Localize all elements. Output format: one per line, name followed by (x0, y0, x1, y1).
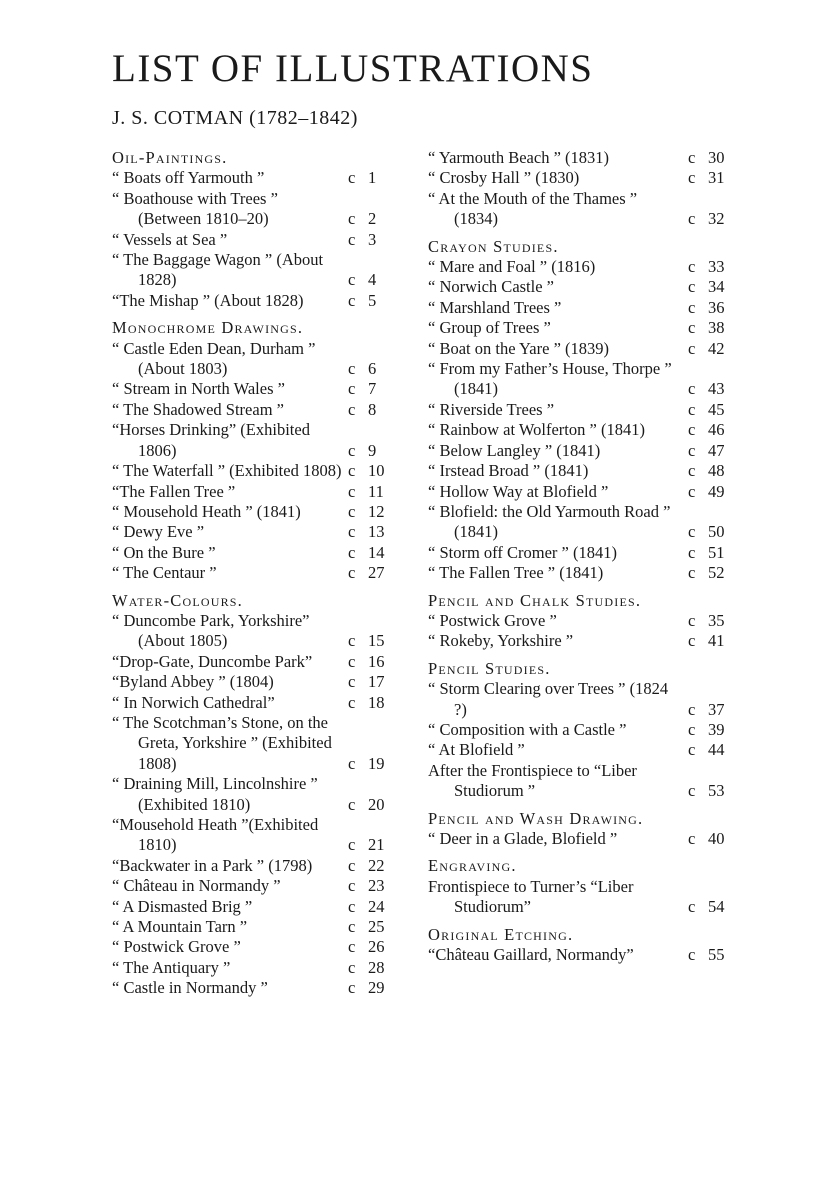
plate-number: 44 (708, 740, 725, 760)
plate-number: 14 (368, 542, 385, 562)
plate-prefix: c (348, 399, 356, 419)
plate-number: 48 (708, 461, 725, 481)
plate-number: 20 (368, 794, 385, 814)
illustration-title: “ Storm off Cromer ” (1841) (428, 542, 617, 562)
plate-reference (342, 876, 394, 896)
illustration-title: “ Rokeby, Yorkshire ” (428, 631, 574, 651)
plate-prefix: c (688, 740, 696, 760)
plate-prefix: c (348, 542, 356, 562)
illustration-entry (112, 856, 394, 876)
illustration-title: “ Castle in Normandy ” (112, 978, 268, 998)
illustration-title: “Horses Drinking” (Exhibited 1806) (112, 420, 310, 460)
illustration-entry (428, 761, 728, 802)
plate-number: 6 (368, 359, 377, 379)
illustration-entry (428, 829, 728, 849)
plate-reference (342, 400, 394, 420)
plate-reference (342, 856, 394, 876)
illustration-title: “ Hollow Way at Blofield ” (428, 481, 609, 501)
plate-prefix: c (348, 522, 356, 542)
illustration-title: “ Crosby Hall ” (1830) (428, 168, 580, 188)
illustration-title: “ Duncombe Park, Yorkshire” (About 1805) (112, 610, 310, 651)
illustration-title: “ Mare and Foal ” (1816) (428, 257, 596, 277)
plate-number: 3 (368, 229, 377, 249)
illustration-title: “ Norwich Castle ” (428, 277, 554, 297)
illustration-title: “ Postwick Grove ” (112, 937, 241, 957)
illustration-entry (428, 148, 728, 168)
page-title: LIST OF ILLUSTRATIONS (112, 47, 594, 90)
section-heading: Original Etching. (428, 924, 574, 944)
plate-reference (682, 611, 728, 631)
plate-reference (342, 958, 394, 978)
illustration-entry (112, 958, 394, 978)
plate-reference (342, 563, 394, 583)
plate-number: 27 (368, 563, 385, 583)
section-heading: Oil-Paintings. (112, 148, 228, 167)
section-heading: Crayon Studies. (428, 236, 559, 256)
illustration-entry (428, 461, 728, 481)
illustration-title: “Mousehold Heath ”(Exhibited 1810) (112, 815, 319, 855)
plate-prefix: c (348, 290, 356, 310)
plate-prefix: c (348, 835, 356, 855)
illustration-title: “ A Dismasted Brig ” (112, 896, 253, 916)
illustration-entry (428, 482, 728, 502)
plate-prefix: c (348, 672, 356, 692)
illustration-entry (112, 917, 394, 937)
plate-number: 5 (368, 290, 377, 310)
plate-number: 28 (368, 957, 385, 977)
illustration-entry (428, 257, 728, 277)
illustration-entry (112, 672, 394, 692)
plate-reference (682, 277, 728, 297)
plate-number: 23 (368, 876, 385, 896)
plate-prefix: c (688, 168, 696, 188)
plate-reference (682, 781, 728, 801)
plate-prefix: c (348, 168, 356, 188)
plate-reference (682, 543, 728, 563)
plate-reference (342, 270, 394, 290)
plate-prefix: c (348, 440, 356, 460)
plate-prefix: c (688, 542, 696, 562)
illustration-title: “ Boat on the Yare ” (1839) (428, 338, 610, 358)
illustration-title: “ Riverside Trees ” (428, 399, 555, 419)
plate-number: 52 (708, 563, 725, 583)
illustration-title: “The Mishap ” (About 1828) (112, 290, 304, 310)
plate-number: 30 (708, 148, 725, 167)
illustration-title: “ Château in Normandy ” (112, 876, 281, 896)
plate-reference (682, 318, 728, 338)
plate-reference (682, 461, 728, 481)
plate-prefix: c (688, 481, 696, 501)
section-heading: Water-Colours. (112, 590, 244, 610)
plate-number: 53 (708, 781, 725, 801)
illustration-section (428, 925, 728, 966)
plate-prefix: c (688, 318, 696, 338)
illustration-entry (428, 168, 728, 188)
plate-reference (342, 631, 394, 651)
plate-prefix: c (688, 420, 696, 440)
illustration-title: “ Stream in North Wales ” (112, 379, 285, 399)
illustration-title: “ On the Bure ” (112, 542, 216, 562)
illustration-title: “ Postwick Grove ” (428, 610, 557, 630)
plate-reference (342, 230, 394, 250)
plate-number: 34 (708, 277, 725, 297)
plate-number: 12 (368, 501, 385, 521)
plate-reference (342, 461, 394, 481)
illustration-title: “ The Waterfall ” (Exhibited 1808) (112, 461, 342, 481)
plate-prefix: c (348, 563, 356, 583)
plate-number: 40 (708, 829, 725, 848)
illustration-section (428, 591, 728, 652)
plate-reference (682, 482, 728, 502)
plate-reference (682, 522, 728, 542)
illustration-entry (112, 379, 394, 399)
plate-prefix: c (348, 359, 356, 379)
plate-prefix: c (348, 917, 356, 937)
illustration-title: “The Fallen Tree ” (112, 481, 236, 501)
plate-prefix: c (688, 277, 696, 297)
section-heading: Pencil and Chalk Studies. (428, 590, 642, 610)
plate-number: 2 (368, 209, 377, 229)
plate-prefix: c (348, 978, 356, 998)
plate-reference (342, 441, 394, 461)
plate-reference (342, 359, 394, 379)
illustration-entry (428, 679, 728, 720)
plate-number: 51 (708, 542, 725, 562)
illustration-title: “ Marshland Trees ” (428, 297, 562, 317)
illustration-entry (112, 291, 394, 311)
plate-prefix: c (348, 876, 356, 896)
illustration-title: “ A Mountain Tarn ” (112, 917, 248, 937)
illustration-title: “Drop-Gate, Duncombe Park” (112, 651, 313, 671)
plate-number: 16 (368, 651, 385, 671)
illustration-entry (112, 774, 394, 815)
plate-reference (682, 563, 728, 583)
illustration-entry (112, 522, 394, 542)
plate-prefix: c (688, 338, 696, 358)
plate-prefix: c (688, 209, 696, 229)
illustration-entry (428, 277, 728, 297)
plate-number: 37 (708, 699, 725, 719)
plate-prefix: c (688, 610, 696, 630)
illustration-title: “Backwater in a Park ” (1798) (112, 855, 313, 875)
plate-number: 8 (368, 399, 377, 419)
illustration-title: “ Mousehold Heath ” (1841) (112, 501, 301, 521)
plate-reference (682, 720, 728, 740)
illustration-entry (112, 652, 394, 672)
plate-reference (682, 400, 728, 420)
illustration-entry (428, 420, 728, 440)
plate-reference (342, 835, 394, 855)
right-column (428, 148, 728, 965)
plate-prefix: c (688, 399, 696, 419)
plate-prefix: c (688, 897, 696, 917)
plate-number: 10 (368, 461, 385, 481)
plate-prefix: c (348, 692, 356, 712)
plate-reference (342, 379, 394, 399)
plate-reference (682, 740, 728, 760)
plate-reference (342, 937, 394, 957)
plate-number: 46 (708, 420, 725, 440)
illustration-title: “Byland Abbey ” (1804) (112, 672, 274, 692)
illustration-entry (112, 713, 394, 774)
plate-reference (342, 291, 394, 311)
plate-prefix: c (688, 379, 696, 399)
illustration-entry (428, 740, 728, 760)
illustration-entry (112, 230, 394, 250)
illustration-entry (112, 502, 394, 522)
illustration-entry (428, 877, 728, 918)
plate-number: 32 (708, 209, 725, 229)
plate-number: 47 (708, 440, 725, 460)
section-heading: Pencil Studies. (428, 658, 551, 678)
section-heading: Monochrome Drawings. (112, 318, 304, 338)
plate-number: 26 (368, 937, 385, 957)
illustration-entry (112, 482, 394, 502)
plate-reference (342, 168, 394, 188)
illustration-title: “ In Norwich Cathedral” (112, 692, 275, 712)
illustration-entry (112, 400, 394, 420)
illustration-title: “ At the Mouth of the Thames ” (1834) (428, 188, 638, 229)
illustration-section (112, 148, 394, 311)
plate-prefix: c (348, 501, 356, 521)
plate-number: 7 (368, 379, 377, 399)
plate-prefix: c (348, 957, 356, 977)
illustration-section (428, 659, 728, 802)
illustration-section (428, 148, 728, 230)
plate-reference (342, 652, 394, 672)
plate-prefix: c (348, 631, 356, 651)
illustration-entry (112, 339, 394, 380)
illustration-entry (112, 250, 394, 291)
plate-prefix: c (348, 461, 356, 481)
plate-prefix: c (688, 829, 696, 848)
illustration-title: “ Draining Mill, Lincolnshire ” (Exhibited 1810) (112, 774, 318, 814)
illustration-title: “ Deer in a Glade, Blofield ” (428, 829, 618, 848)
illustration-section (112, 591, 394, 999)
plate-reference (682, 257, 728, 277)
plate-prefix: c (348, 794, 356, 814)
plate-reference (682, 945, 728, 965)
illustration-section (112, 318, 394, 583)
plate-number: 36 (708, 297, 725, 317)
plate-reference (342, 897, 394, 917)
plate-number: 13 (368, 522, 385, 542)
plate-reference (342, 754, 394, 774)
illustration-entry (112, 876, 394, 896)
plate-number: 42 (708, 338, 725, 358)
illustration-entry (428, 611, 728, 631)
illustration-entry (428, 563, 728, 583)
plate-number: 35 (708, 610, 725, 630)
illustration-entry (428, 945, 728, 965)
illustration-title: “ Below Langley ” (1841) (428, 440, 601, 460)
illustration-entry (112, 461, 394, 481)
plate-prefix: c (348, 753, 356, 773)
illustration-entry (112, 815, 394, 856)
plate-prefix: c (348, 937, 356, 957)
illustration-title: “ Boats off Yarmouth ” (112, 168, 265, 188)
plate-reference (682, 829, 728, 849)
plate-prefix: c (348, 896, 356, 916)
plate-number: 15 (368, 631, 385, 651)
plate-prefix: c (688, 945, 696, 965)
plate-reference (342, 917, 394, 937)
plate-reference (342, 693, 394, 713)
plate-prefix: c (688, 563, 696, 583)
illustration-entry (428, 441, 728, 461)
illustration-title: “ At Blofield ” (428, 740, 525, 760)
illustration-title: “ The Baggage Wagon ” (About 1828) (112, 250, 324, 290)
plate-prefix: c (688, 719, 696, 739)
plate-number: 25 (368, 917, 385, 937)
plate-reference (342, 672, 394, 692)
illustration-entry (428, 720, 728, 740)
plate-number: 17 (368, 672, 385, 692)
plate-reference (342, 978, 394, 998)
plate-prefix: c (348, 209, 356, 229)
plate-prefix: c (688, 699, 696, 719)
plate-reference (342, 795, 394, 815)
plate-reference (342, 543, 394, 563)
illustration-title: “ The Centaur ” (112, 563, 217, 583)
illustration-title: “ The Shadowed Stream ” (112, 399, 284, 419)
plate-number: 4 (368, 270, 377, 290)
plate-prefix: c (688, 148, 696, 167)
plate-number: 21 (368, 835, 385, 855)
plate-reference (682, 631, 728, 651)
illustration-title: “Château Gaillard, Normandy” (428, 945, 634, 965)
illustration-section (428, 856, 728, 917)
artist-heading: J. S. COTMAN (1782–1842) (112, 107, 358, 129)
illustration-entry (112, 937, 394, 957)
illustration-title: “ Storm Clearing over Trees ” (1824 ?) (428, 679, 669, 719)
plate-number: 49 (708, 481, 725, 501)
plate-reference (682, 339, 728, 359)
illustration-title: “ Rainbow at Wolferton ” (1841) (428, 420, 645, 440)
plate-prefix: c (688, 257, 696, 277)
plate-prefix: c (348, 229, 356, 249)
section-heading: Engraving. (428, 856, 517, 876)
plate-number: 50 (708, 522, 725, 542)
plate-number: 41 (708, 631, 725, 651)
plate-number: 45 (708, 399, 725, 419)
plate-prefix: c (348, 855, 356, 875)
plate-prefix: c (688, 522, 696, 542)
illustration-entry (428, 359, 728, 400)
illustration-title: “ Boathouse with Trees ” (Between 1810–20) (112, 188, 278, 229)
plate-reference (682, 148, 728, 168)
plate-number: 24 (368, 896, 385, 916)
plate-reference (342, 502, 394, 522)
plate-reference (342, 209, 394, 229)
plate-number: 39 (708, 719, 725, 739)
illustration-entry (112, 611, 394, 652)
plate-number: 55 (708, 945, 725, 965)
plate-reference (682, 379, 728, 399)
plate-prefix: c (348, 270, 356, 290)
illustration-entry (428, 298, 728, 318)
illustration-title: “ The Scotchman’s Stone, on the Greta, Yorkshire ” (Exhibited 1808) (112, 712, 332, 773)
illustration-section (428, 237, 728, 584)
illustration-entry (112, 978, 394, 998)
plate-number: 33 (708, 257, 725, 277)
illustration-title: “ Blofield: the Old Yarmouth Road ” (1841) (428, 501, 671, 542)
illustration-entry (428, 189, 728, 230)
illustration-title: “ The Antiquary ” (112, 957, 231, 977)
plate-reference (342, 522, 394, 542)
plate-reference (682, 298, 728, 318)
illustration-entry (428, 318, 728, 338)
illustration-title: “ Dewy Eve ” (112, 522, 205, 542)
illustration-title: “ Composition with a Castle ” (428, 719, 627, 739)
illustration-entry (112, 189, 394, 230)
left-column (112, 148, 394, 999)
illustration-entry (428, 502, 728, 543)
plate-prefix: c (348, 481, 356, 501)
plate-number: 22 (368, 855, 385, 875)
plate-prefix: c (348, 379, 356, 399)
illustration-title: “ Group of Trees ” (428, 318, 551, 338)
illustration-title: “ Yarmouth Beach ” (1831) (428, 148, 610, 167)
plate-number: 1 (368, 168, 377, 188)
plate-number: 19 (368, 753, 385, 773)
section-heading: Pencil and Wash Drawing. (428, 808, 644, 828)
illustration-entry (112, 168, 394, 188)
plate-prefix: c (688, 781, 696, 801)
plate-prefix: c (688, 440, 696, 460)
plate-prefix: c (688, 631, 696, 651)
illustration-title: “ Castle Eden Dean, Durham ” (About 1803) (112, 338, 316, 379)
plate-reference (342, 482, 394, 502)
illustration-entry (112, 563, 394, 583)
illustration-entry (428, 339, 728, 359)
plate-reference (682, 209, 728, 229)
plate-number: 31 (708, 168, 725, 188)
plate-prefix: c (348, 651, 356, 671)
illustration-entry (428, 631, 728, 651)
plate-number: 11 (368, 481, 384, 501)
illustration-entry (112, 543, 394, 563)
illustration-section (428, 809, 728, 850)
plate-number: 9 (368, 440, 377, 460)
illustration-entry (428, 400, 728, 420)
illustration-entry (112, 420, 394, 461)
plate-number: 38 (708, 318, 725, 338)
illustration-title: “ From my Father’s House, Thorpe ” (1841) (428, 359, 672, 399)
illustration-title: After the Frontispiece to “Liber Studiorum ” (428, 760, 637, 801)
plate-prefix: c (688, 461, 696, 481)
plate-number: 18 (368, 692, 385, 712)
plate-number: 54 (708, 897, 725, 917)
illustration-title: “ Irstead Broad ” (1841) (428, 461, 589, 481)
plate-number: 43 (708, 379, 725, 399)
plate-number: 29 (368, 978, 385, 998)
illustration-entry (428, 543, 728, 563)
plate-reference (682, 441, 728, 461)
illustration-title: “ Vessels at Sea ” (112, 229, 228, 249)
plate-reference (682, 897, 728, 917)
plate-reference (682, 420, 728, 440)
plate-reference (682, 700, 728, 720)
illustration-title: “ The Fallen Tree ” (1841) (428, 563, 604, 583)
illustration-entry (112, 693, 394, 713)
plate-reference (682, 168, 728, 188)
illustration-title: Frontispiece to Turner’s “Liber Studiorum” (428, 876, 634, 917)
illustration-entry (112, 897, 394, 917)
plate-prefix: c (688, 297, 696, 317)
